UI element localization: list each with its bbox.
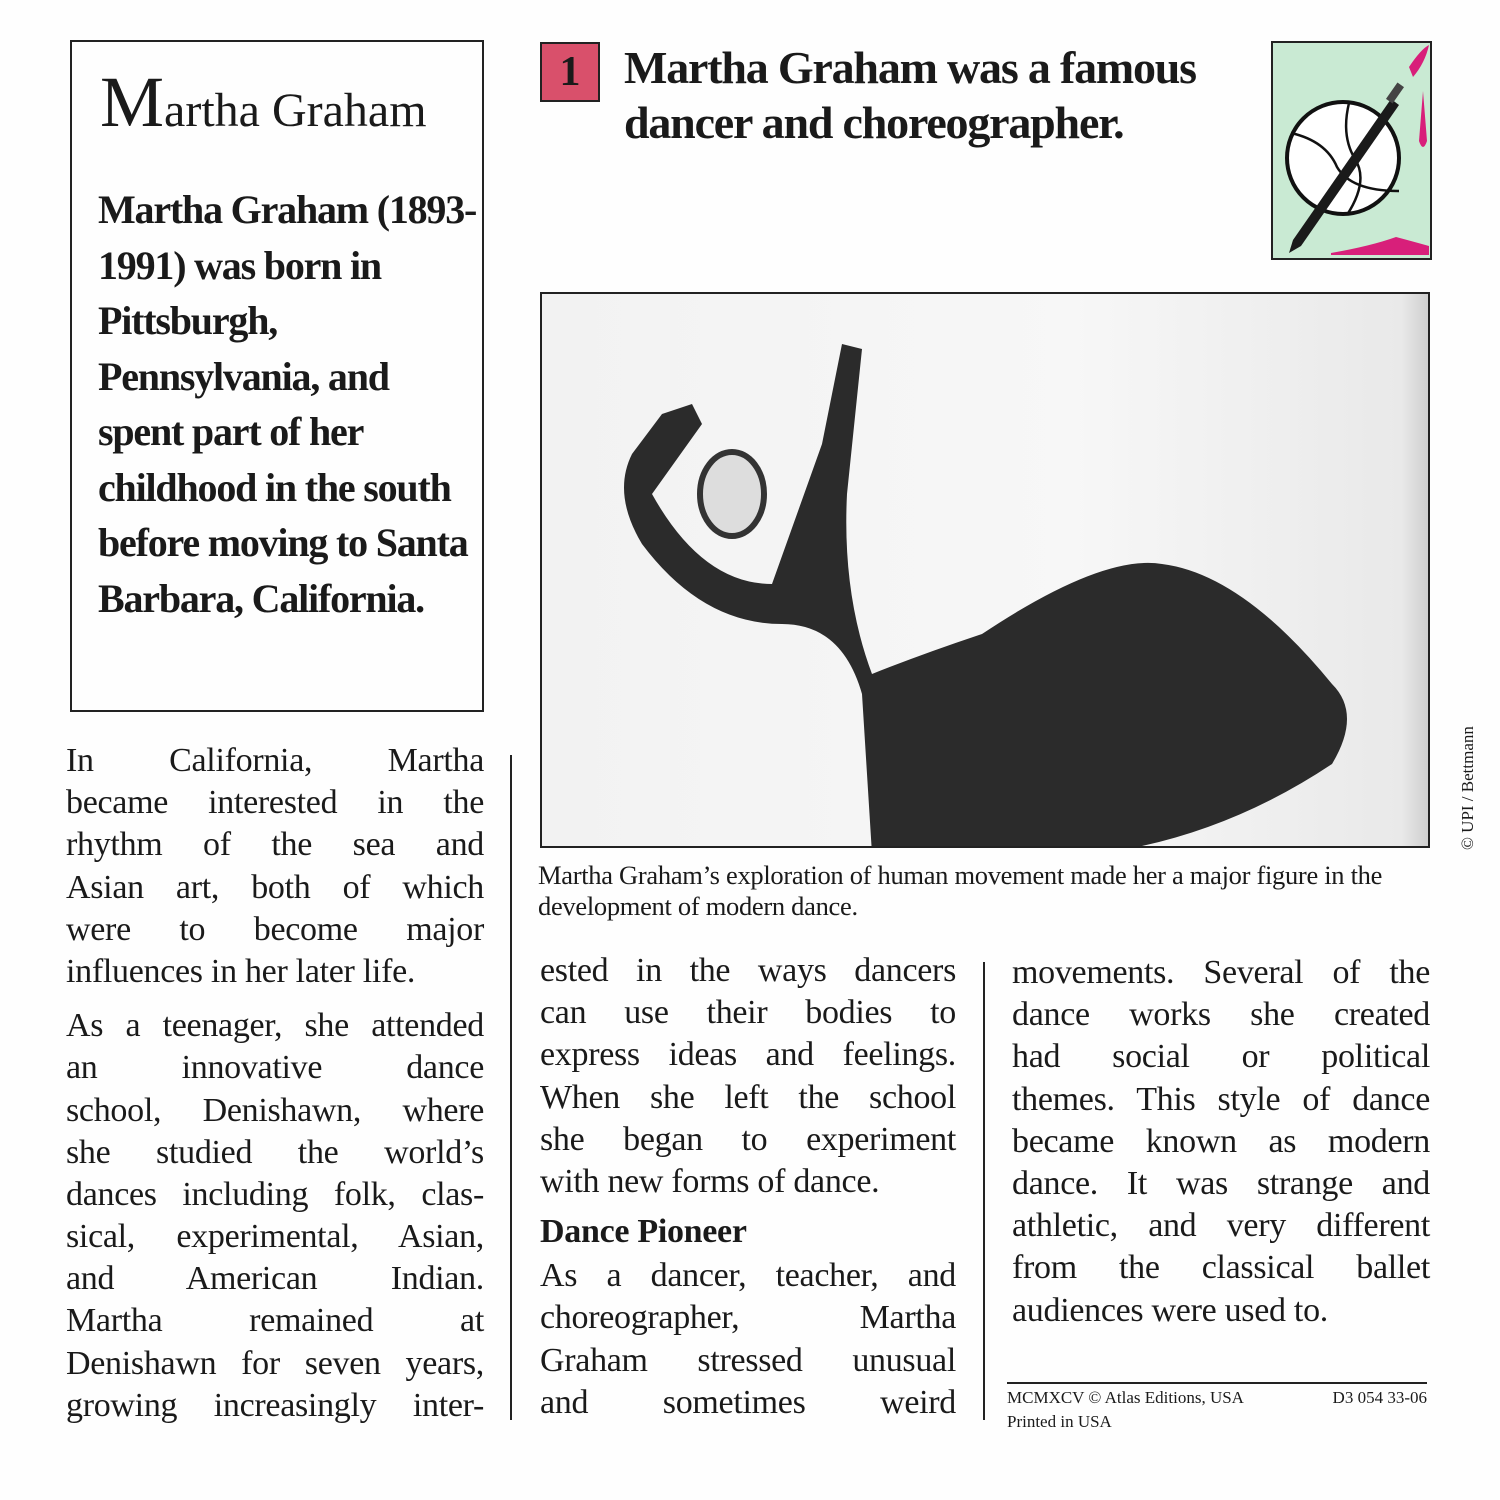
text-line: had social or political <box>1012 1038 1430 1076</box>
text-line: choreographer, Martha <box>540 1299 956 1337</box>
text-line: dances including folk, clas- <box>66 1175 484 1213</box>
text-line: school, Denishawn, where <box>66 1091 484 1129</box>
headline-line: Martha Graham was a famous <box>624 42 1196 93</box>
printed-in-text: Printed in USA <box>1007 1412 1112 1431</box>
column-divider <box>983 962 985 1420</box>
text-line: an innovative dance <box>66 1049 484 1087</box>
baseball-sword-paintbrush-icon <box>1271 41 1432 260</box>
card-title <box>100 62 427 142</box>
text-line: she began to experiment <box>540 1120 956 1158</box>
text-line: express ideas and feelings. <box>540 1036 956 1074</box>
paragraph <box>540 950 956 1203</box>
text-line: became known as modern <box>1012 1122 1430 1160</box>
text-line: audiences were used to. <box>1012 1291 1328 1329</box>
footer <box>1007 1386 1427 1434</box>
text-line: growing increasingly inter- <box>66 1386 484 1424</box>
headline <box>624 40 1244 150</box>
section-subheading: Dance Pioneer <box>540 1213 747 1251</box>
text-line: became interested in the <box>66 784 484 822</box>
text-line: movements. Several of the <box>1012 954 1430 991</box>
text-line: influences in her later life. <box>66 952 416 990</box>
text-line: As a dancer, teacher, and <box>540 1257 956 1295</box>
text-line: were to become major <box>66 910 484 948</box>
text-line: themes. This style of dance <box>1012 1080 1430 1118</box>
text-line: As a teenager, she attended <box>66 1007 484 1045</box>
text-line: ested in the ways dancers <box>540 952 956 989</box>
text-line: she studied the world’s <box>66 1133 484 1171</box>
body-column-1 <box>66 740 484 1427</box>
dancer-photo <box>540 292 1430 848</box>
intro-text: Martha Graham (1893-1991) was born in Pittsburgh, Pennsylvania, and spent part of her childhood in the south before moving to Santa Barbara, California. <box>98 187 477 621</box>
text-line: rhythm of the sea and <box>66 826 484 864</box>
headline-line: dancer and choreographer. <box>624 97 1124 148</box>
card-code: D3 054 33-06 <box>1332 1388 1427 1407</box>
text-line: athletic, and very different <box>1012 1207 1430 1245</box>
text-line: Martha remained at <box>66 1302 484 1340</box>
paragraph <box>540 1255 956 1424</box>
text-line: dance works she created <box>1012 996 1430 1034</box>
text-line: Denishawn for seven years, <box>66 1344 484 1382</box>
photo-credit: © UPI / Bettmann <box>1458 726 1477 850</box>
text-line: and American Indian. <box>66 1260 484 1298</box>
paragraph <box>66 1005 484 1427</box>
paragraph <box>1012 952 1430 1332</box>
text-line: sical, experimental, Asian, <box>66 1218 484 1256</box>
text-line: dance. It was strange and <box>1012 1164 1430 1202</box>
column-divider <box>510 755 512 1420</box>
title-initial: M <box>100 62 165 142</box>
text-line: Graham stressed unusual <box>540 1341 956 1379</box>
text-line: from the classical ballet <box>1012 1249 1430 1287</box>
body-column-3 <box>1012 952 1430 1332</box>
text-line: can use their bodies to <box>540 994 956 1032</box>
text-line: with new forms of dance. <box>540 1162 880 1200</box>
text-line: and sometimes weird <box>540 1383 956 1421</box>
text-line: When she left the school <box>540 1078 956 1116</box>
text-line: In California, Martha <box>66 742 484 779</box>
copyright-text: MCMXCV © Atlas Editions, USA <box>1007 1388 1244 1407</box>
card-number-badge: 1 <box>540 42 600 102</box>
text-line: Asian art, both of which <box>66 868 484 906</box>
intro-box <box>70 40 484 712</box>
photo-caption: Martha Graham’s exploration of human movement made her a major figure in the development of modern dance. <box>538 860 1383 921</box>
footer-divider <box>1007 1382 1427 1384</box>
body-column-2 <box>540 950 956 1424</box>
paragraph <box>66 740 484 993</box>
title-rest: artha Graham <box>164 84 427 137</box>
